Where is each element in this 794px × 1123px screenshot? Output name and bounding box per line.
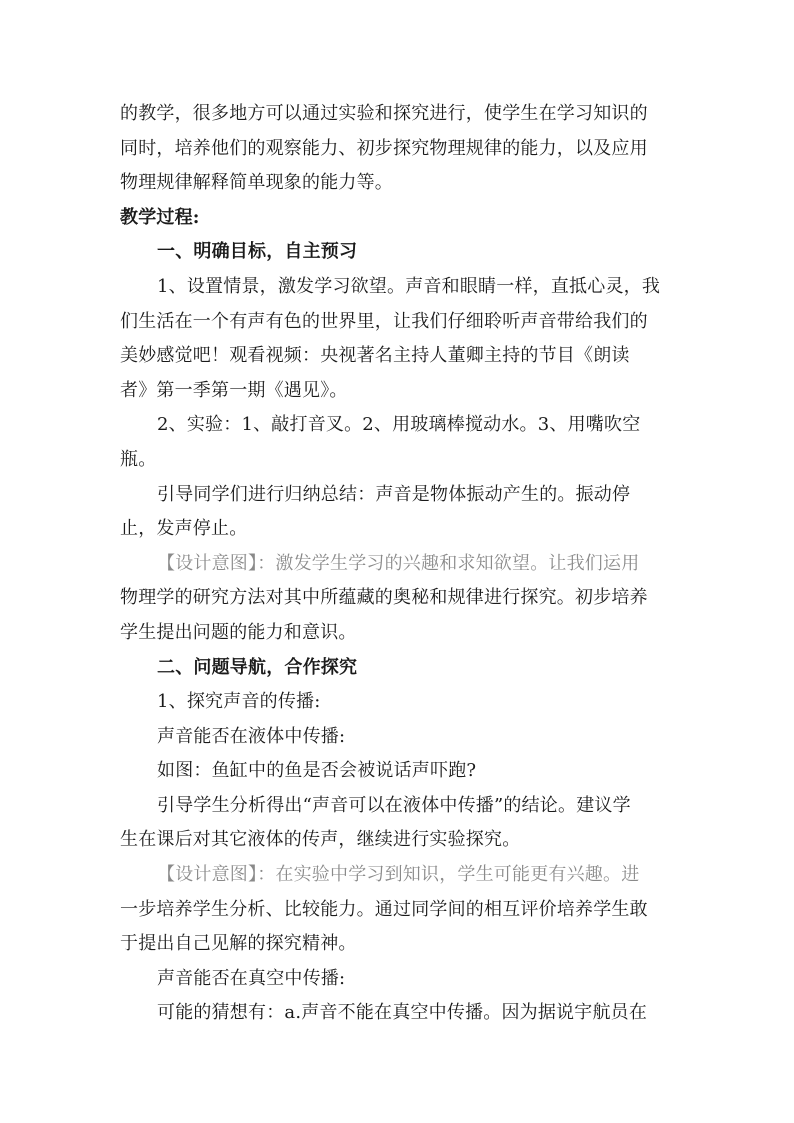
paragraph-line: 1、探究声音的传播:	[157, 691, 321, 713]
document-body	[120, 97, 680, 1031]
paragraph-line: 生在课后对其它液体的传声，继续进行实验探究。	[120, 829, 521, 851]
paragraph-line: 如图：鱼缸中的鱼是否会被说话声吓跑?	[157, 760, 477, 782]
paragraph-line: 美妙感觉吧！观看视频：央视著名主持人董卿主持的节目《朗读	[120, 345, 630, 367]
paragraph-line: 们生活在一个有声有色的世界里，让我们仔细聆听声音带给我们的	[120, 310, 648, 332]
paragraph-line: 瓶。	[120, 448, 157, 470]
paragraph-line: 学生提出问题的能力和意识。	[120, 621, 357, 643]
paragraph-line: 物理规律解释简单现象的能力等。	[120, 172, 393, 194]
paragraph-line: 引导同学们进行归纳总结：声音是物体振动产生的。振动停	[157, 483, 631, 505]
section-heading: 教学过程:	[120, 206, 200, 228]
subsection-heading: 二、问题导航，合作探究	[157, 656, 358, 678]
paragraph-line: 1、设置情景，激发学习欲望。声音和眼睛一样，直抵心灵，我	[157, 275, 661, 297]
paragraph-line: 者》第一季第一期《遇见》。	[120, 379, 348, 401]
paragraph-line: 同时，培养他们的观察能力、初步探究物理规律的能力，以及应用	[120, 137, 648, 159]
paragraph-line: 声音能否在真空中传播:	[157, 967, 346, 989]
subsection-heading: 一、明确目标，自主预习	[157, 241, 358, 263]
design-intent-note: 【设计意图】：在实验中学习到知识，学生可能更有兴趣。进	[157, 864, 640, 886]
design-intent-note: 【设计意图】：激发学生学习的兴趣和求知欲望。让我们运用	[157, 552, 640, 574]
paragraph-line: 止，发声停止。	[120, 518, 248, 540]
paragraph-line: 物理学的研究方法对其中所蕴藏的奥秘和规律进行探究。初步培养	[120, 587, 648, 609]
paragraph-line: 可能的猜想有：a.声音不能在真空中传播。因为据说宇航员在	[157, 1002, 648, 1024]
paragraph-line: 声音能否在液体中传播:	[157, 725, 346, 747]
paragraph-line: 于提出自己见解的探究精神。	[120, 933, 357, 955]
paragraph-line: 一步培养学生分析、比较能力。通过同学间的相互评价培养学生敢	[120, 898, 648, 920]
paragraph-line: 的教学，很多地方可以通过实验和探究进行，使学生在学习知识的	[120, 103, 648, 124]
paragraph-line: 引导学生分析得出“声音可以在液体中传播”的结论。建议学	[157, 794, 631, 816]
paragraph-line: 2、实验：1、敲打音叉。2、用玻璃棒搅动水。3、用嘴吹空	[157, 414, 641, 436]
